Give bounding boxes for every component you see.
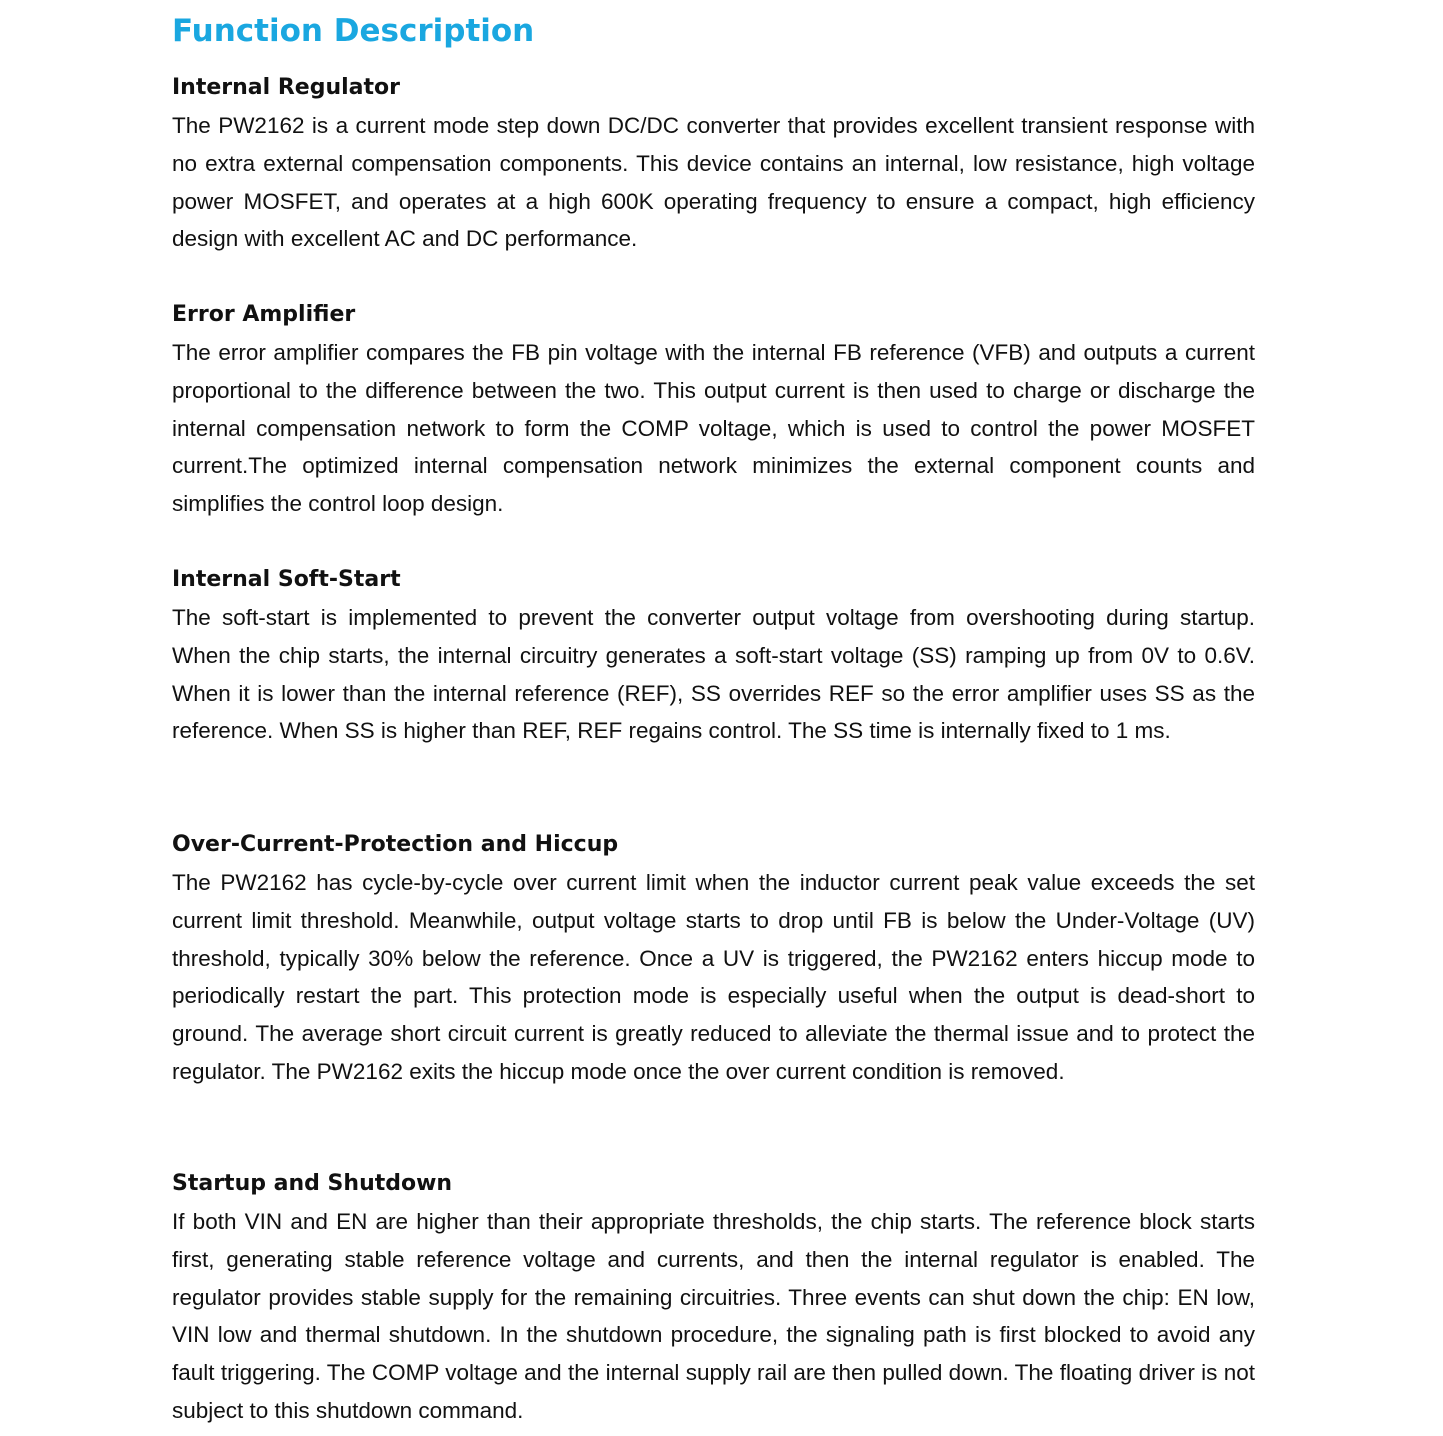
- section-body: If both VIN and EN are higher than their appropriate thresholds, the chip starts. The reference block starts first, generating stable reference voltage and currents, and then the internal regulator is enabled. The regulator provides stable supply for the remaining circuitries. Three events can shut down the chip: EN low, VIN low and thermal shutdown. In the shutdown procedure, the signaling path is first blocked to avoid any fault triggering. The COMP voltage and the internal supply rail are then pulled down. The floating driver is not subject to this shutdown command.: [172, 1209, 1255, 1423]
- section-internal-soft-start: [172, 561, 1255, 750]
- section-startup-shutdown: [172, 1165, 1255, 1430]
- section-body: The error amplifier compares the FB pin voltage with the internal FB reference (VFB) and outputs a current proportional to the difference between the two. This output current is then used to charge or discharge the internal compensation network to form the COMP voltage, which is used to control the power MOSFET current.The optimized internal compensation network minimizes the external component counts and simplifies the control loop design.: [172, 340, 1255, 517]
- section-body: The PW2162 is a current mode step down DC/DC converter that provides excellent transient response with no extra external compensation components. This device contains an internal, low resistance, high voltage power MOSFET, and operates at a high 600K operating frequency to ensure a compact, high efficiency design with excellent AC and DC performance.: [172, 113, 1255, 252]
- section-heading: Internal Regulator: [172, 75, 400, 100]
- section-over-current-protection: [172, 826, 1255, 1091]
- section-heading: Over-Current-Protection and Hiccup: [172, 832, 619, 857]
- section-error-amplifier: [172, 296, 1255, 523]
- section-heading: Startup and Shutdown: [172, 1171, 453, 1196]
- section-body: The PW2162 has cycle-by-cycle over current limit when the inductor current peak value exceeds the set current limit threshold. Meanwhile, output voltage starts to drop until FB is below the Under-Voltage (UV) threshold, typically 30% below the reference. Once a UV is triggered, the PW2162 enters hiccup mode to periodically restart the part. This protection mode is especially useful when the output is dead-short to ground. The average short circuit current is greatly reduced to alleviate the thermal issue and to protect the regulator. The PW2162 exits the hiccup mode once the over current condition is removed.: [172, 870, 1255, 1084]
- page-title: Function Description: [172, 13, 535, 49]
- section-internal-regulator: [172, 69, 1255, 258]
- section-body: The soft-start is implemented to prevent the converter output voltage from overshooting during startup. When the chip starts, the internal circuitry generates a soft-start voltage (SS) ramping up from 0V to 0.6V. When it is lower than the internal reference (REF), SS overrides REF so the error amplifier uses SS as the reference. When SS is higher than REF, REF regains control. The SS time is internally fixed to 1 ms.: [172, 605, 1255, 744]
- section-heading: Error Amplifier: [172, 302, 356, 327]
- section-heading: Internal Soft-Start: [172, 567, 401, 592]
